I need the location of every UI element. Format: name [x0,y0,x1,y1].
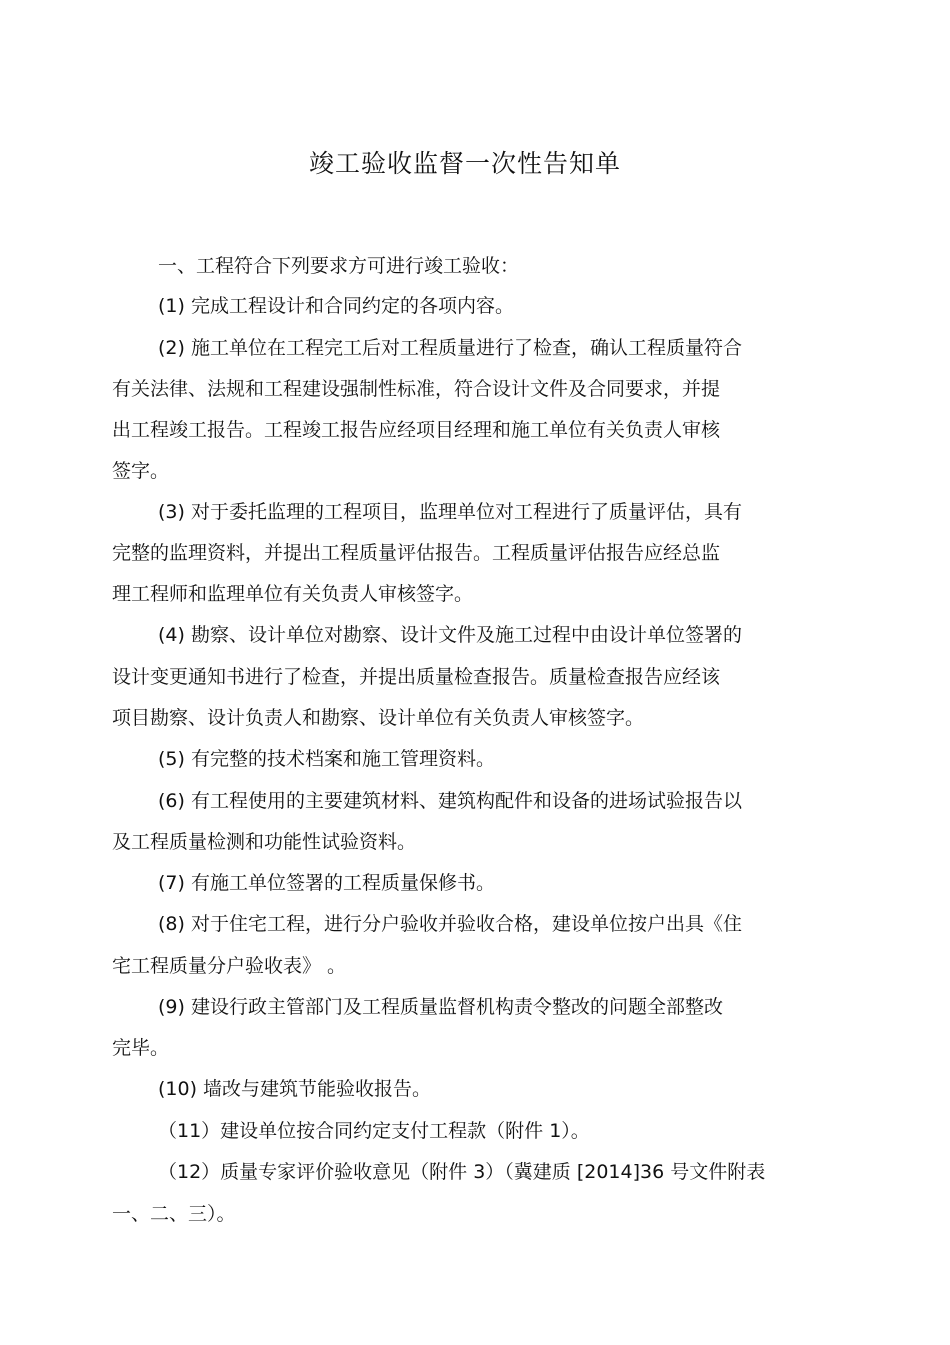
paragraph-line: 完毕。 [112,1037,170,1059]
document-title: 竣工验收监督一次性告知单 [308,149,621,178]
paragraph-line: 一、工程符合下列要求方可进行竣工验收： [158,255,520,277]
paragraph-line: (4) 勘察、设计单位对勘察、设计文件及施工过程中由设计单位签署的 [158,624,742,646]
paragraph-line: 完整的监理资料，并提出工程质量评估报告。工程质量评估报告应经总监 [112,542,721,564]
paragraph-line: 一、二、三）。 [112,1203,236,1225]
paragraph-line: 项目勘察、设计负责人和勘察、设计单位有关负责人审核签字。 [112,707,645,729]
paragraph-line: (9) 建设行政主管部门及工程质量监督机构责令整改的问题全部整改 [158,996,723,1018]
paragraph-line: (8) 对于住宅工程，进行分户验收并验收合格，建设单位按户出具《住 [158,913,742,935]
paragraph-line: 有关法律、法规和工程建设强制性标准，符合设计文件及合同要求，并提 [112,378,721,400]
paragraph-line: (6) 有工程使用的主要建筑材料、建筑构配件和设备的进场试验报告以 [158,790,742,812]
paragraph-line: 理工程师和监理单位有关负责人审核签字。 [112,583,474,605]
paragraph-line: (2) 施工单位在工程完工后对工程质量进行了检查，确认工程质量符合 [158,337,742,359]
paragraph-line: (10) 墙改与建筑节能验收报告。 [158,1078,432,1100]
paragraph-line: 设计变更通知书进行了检查，并提出质量检查报告。质量检查报告应经该 [112,666,721,688]
paragraph-line: 及工程质量检测和功能性试验资料。 [112,831,417,853]
paragraph-line: (1) 完成工程设计和合同约定的各项内容。 [158,295,514,317]
paragraph-line: (3) 对于委托监理的工程项目，监理单位对工程进行了质量评估，具有 [158,501,742,523]
paragraph-line: 宅工程质量分户验收表》 。 [112,955,347,977]
paragraph-line: (7) 有施工单位签署的工程质量保修书。 [158,872,495,894]
paragraph-line: (5) 有完整的技术档案和施工管理资料。 [158,748,495,770]
paragraph-line: （12）质量专家评价验收意见（附件 3）（冀建质 [2014]36 号文件附表 [158,1161,766,1183]
paragraph-line: 签字。 [112,460,170,482]
paragraph-line: 出工程竣工报告。工程竣工报告应经项目经理和施工单位有关负责人审核 [112,419,721,441]
paragraph-line: （11）建设单位按合同约定支付工程款（附件 1）。 [158,1120,590,1142]
